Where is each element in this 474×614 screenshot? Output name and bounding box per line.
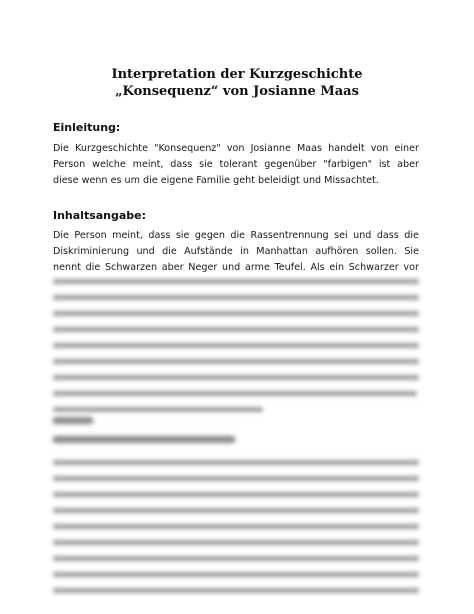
einleitung-paragraph	[53, 141, 419, 189]
blurred-subheading	[53, 436, 235, 443]
section-heading-einleitung: Einleitung:	[53, 121, 121, 134]
paragraph-line: diese wenn es um die eigene Familie geht beleidigt und Missachtet.	[53, 175, 379, 186]
paragraph-line: Die Person meint, dass sie gegen die Rassentrennung sei und dass die	[53, 230, 419, 241]
blurred-paragraph	[53, 279, 421, 423]
paragraph-line: Die Kurzgeschichte "Konsequenz" von Josianne Maas handelt von einer	[53, 143, 419, 154]
paragraph-line: Person welche meint, dass sie tolerant gegenüber "farbigen" ist aber	[53, 159, 419, 170]
inhaltsangabe-paragraph	[53, 228, 419, 276]
section-heading-inhaltsangabe: Inhaltsangabe:	[53, 209, 147, 222]
document-title-line2: „Konsequenz“ von Josianne Maas	[115, 84, 359, 99]
document-title-line1: Interpretation der Kurzgeschichte	[111, 67, 363, 82]
paragraph-line: Diskriminierung und die Aufstände in Manhattan aufhören sollen. Sie	[53, 246, 419, 257]
blurred-heading	[53, 417, 93, 424]
paragraph-line: nennt die Schwarzen aber Neger und arme Teufel. Als ein Schwarzer vor	[53, 262, 419, 273]
blurred-paragraph	[53, 460, 421, 604]
